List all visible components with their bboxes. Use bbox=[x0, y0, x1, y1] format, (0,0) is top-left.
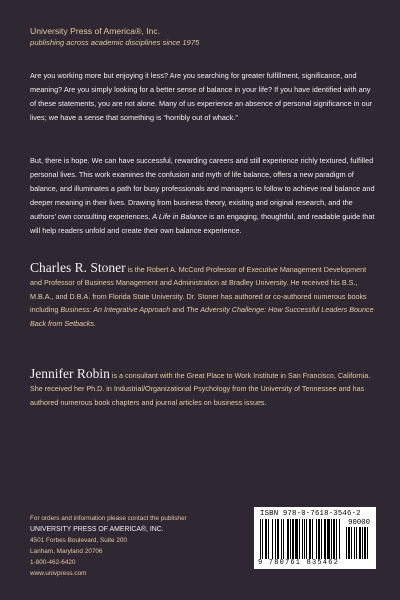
barcode-bar bbox=[362, 527, 363, 559]
isbn-label: ISBN 978-0-7618-3546-2 bbox=[260, 510, 361, 518]
barcode-bar bbox=[290, 519, 291, 559]
book-title: The Adversity Challenge: How Successful Leaders Bounce Back from Setbacks bbox=[30, 305, 374, 328]
description-text: But, there is hope. We can have successful, rewarding careers and still experience richly textured, fulfilled personal lives. This work examines the confusion and myth of life balance, offers a new paradigm of balance, and illuminates a path for busy professionals and managers to follow to achieve real balance and deeper meaning in their lives. Drawing from business theory, existing and original research, and the authors’ own consulting experiences, bbox=[30, 156, 375, 222]
barcode-bar bbox=[356, 527, 357, 559]
barcode-bar bbox=[262, 519, 263, 559]
barcode-bar bbox=[265, 519, 267, 559]
ean-barcode bbox=[260, 519, 344, 559]
ordering-publisher: UNIVERSITY PRESS OF AMERICA®, INC. bbox=[30, 526, 164, 534]
author-bio-stoner bbox=[30, 261, 376, 330]
barcode-bar bbox=[260, 519, 261, 559]
barcode-bar bbox=[318, 519, 320, 559]
barcode-bar bbox=[306, 519, 307, 559]
barcode-bar bbox=[316, 519, 317, 559]
barcode-bar bbox=[359, 527, 361, 559]
barcode-box bbox=[254, 507, 376, 569]
barcode-bar bbox=[348, 527, 350, 559]
barcode-bar bbox=[327, 519, 330, 559]
book-title: A Life in Balance bbox=[152, 212, 208, 222]
barcode-bar bbox=[283, 519, 284, 559]
description-paragraph-2 bbox=[30, 154, 376, 239]
barcode-bar bbox=[268, 519, 269, 559]
bio-text: . bbox=[93, 318, 96, 328]
barcode-bar bbox=[295, 519, 298, 559]
author-bio-robin bbox=[30, 367, 376, 409]
barcode-bar bbox=[324, 519, 326, 559]
barcode-bar bbox=[302, 519, 303, 559]
barcode-bar bbox=[354, 527, 355, 559]
author-name: Jennifer Robin bbox=[30, 366, 110, 381]
barcode-bar bbox=[339, 519, 340, 559]
bio-text: is a consultant with the Great Place to Work Institute in San Francisco, California. She received her Ph.D. in Industrial/Organizational Psychology from the University of Tennessee and has authored numerous book chapters and journal articles on business issues. bbox=[30, 371, 371, 407]
barcode-bar bbox=[299, 519, 300, 559]
barcode-bar bbox=[272, 519, 273, 559]
barcode-bar bbox=[287, 519, 289, 559]
book-title: Business: An Integrative Approach bbox=[60, 305, 171, 315]
bio-text: is the Robert A. McCord Professor of Executive Management Development and Professor of Business Management and Administration at Bradley University. He received his B.S., M.B.A., and D.B.A. from Florida State University. Dr. Stoner has authored or co-authored numerous books including bbox=[30, 265, 367, 315]
barcode-bar bbox=[304, 519, 305, 559]
barcode-bar bbox=[312, 519, 313, 559]
price-code: 90000 bbox=[348, 519, 370, 527]
ordering-website[interactable]: www.univpress.com bbox=[30, 570, 87, 578]
barcode-bar bbox=[333, 519, 335, 559]
barcode-bar bbox=[351, 527, 352, 559]
barcode-bar bbox=[275, 519, 276, 559]
ean-digits: 9 780761 835462 bbox=[258, 559, 340, 567]
ordering-address: 4501 Forbes Boulevard, Suite 200 bbox=[30, 537, 127, 545]
author-name: Charles R. Stoner bbox=[30, 260, 126, 275]
description-text: is an engaging, thoughtful, and readable guide that will help readers unfold and create their own balance experience. bbox=[30, 212, 375, 236]
ordering-info bbox=[30, 513, 187, 580]
ordering-intro: For orders and information please contact the publisher bbox=[30, 515, 187, 522]
barcode-bar bbox=[281, 519, 282, 559]
ordering-phone: 1-800-462-6420 bbox=[30, 559, 76, 567]
barcode-bar bbox=[331, 519, 332, 559]
barcode-bar bbox=[346, 527, 347, 559]
barcode-bar bbox=[364, 527, 366, 559]
barcode-bar bbox=[321, 519, 322, 559]
ordering-city: Lanham, Maryland 20706 bbox=[30, 548, 103, 556]
bio-text: and bbox=[170, 305, 187, 315]
barcode-bar bbox=[277, 519, 279, 559]
barcode-bar bbox=[336, 519, 337, 559]
barcode-bar bbox=[292, 519, 294, 559]
publisher-name: University Press of America®, Inc. bbox=[30, 26, 161, 36]
publisher-tagline: publishing across academic disciplines since 1975 bbox=[30, 38, 200, 47]
publisher-block bbox=[30, 26, 199, 48]
price-barcode bbox=[346, 527, 372, 559]
barcode-bar bbox=[367, 527, 368, 559]
barcode-bar bbox=[309, 519, 311, 559]
description-paragraph-1: Are you working more but enjoying it less? Are you searching for greater fulfillment, significance, and meaning? Are you simply looking for a better sense of balance in your life? If you have identified with any of these statements, you are not alone. Many of us experience an absence of personal significance in our lives; we have a sense that something is “horribly out of whack.” bbox=[30, 71, 373, 123]
